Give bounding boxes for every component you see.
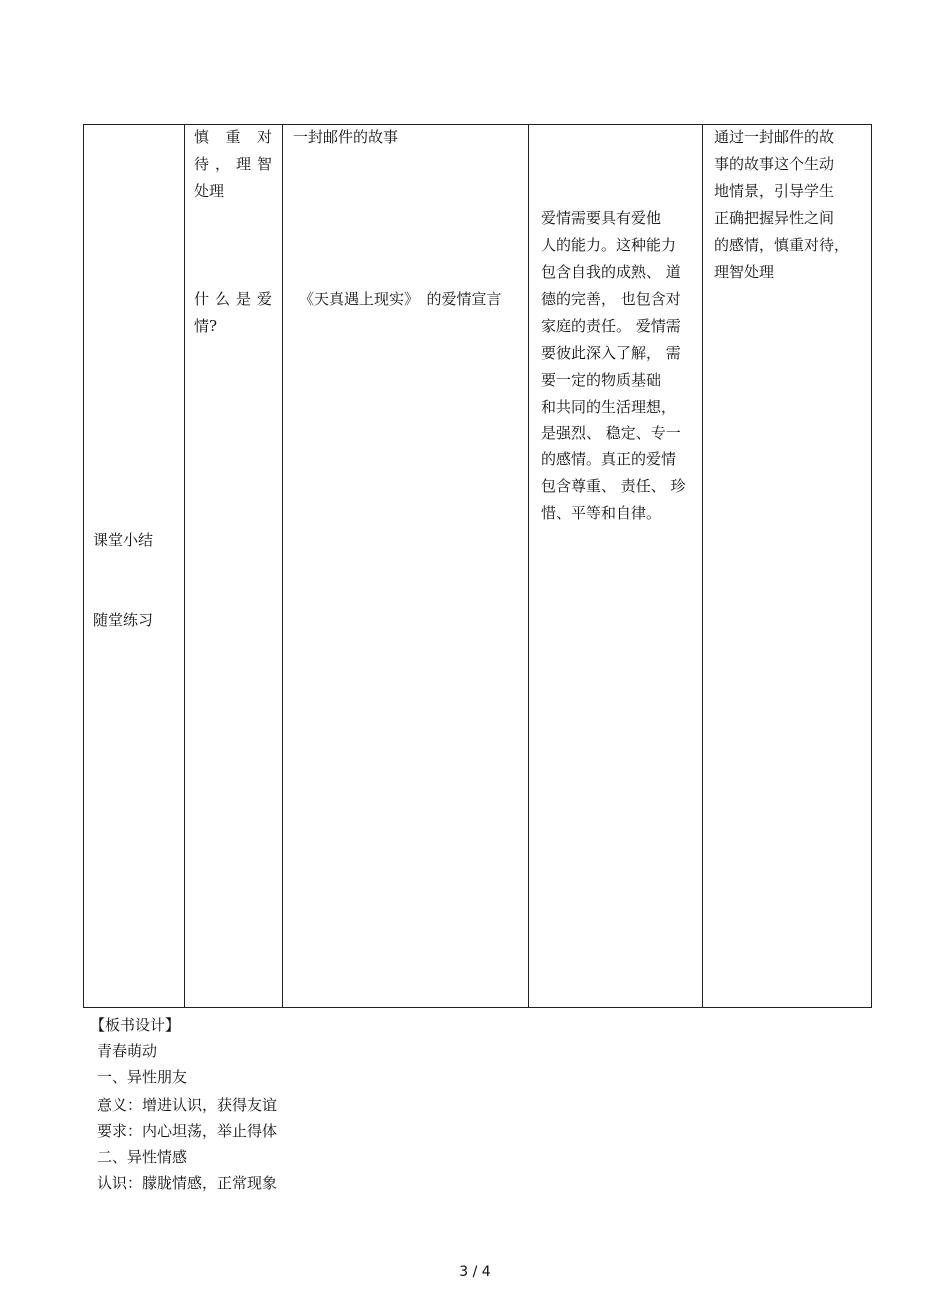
definition-line: 是强烈、 稳定、专一 — [541, 424, 681, 442]
definition-line: 爱情需要具有爱他 — [541, 209, 662, 227]
definition-line: 和共同的生活理想， — [541, 398, 677, 416]
table-divider — [184, 124, 185, 1008]
definition-line: 人的能力。这种能力 — [541, 236, 677, 254]
board-recognition: 认识：朦胧情感，正常现象 — [97, 1174, 278, 1192]
definition-line: 要一定的物质基础 — [541, 371, 662, 389]
summary-label: 课堂小结 — [93, 531, 154, 549]
definition-line: 家庭的责任。 爱情需 — [541, 317, 681, 335]
practice-label: 随堂练习 — [93, 611, 154, 629]
topic-line: 情? — [194, 317, 218, 335]
definition-line: 包含自我的成熟、 道 — [541, 263, 681, 281]
board-section-1: 一、异性朋友 — [97, 1068, 188, 1086]
intent-line: 理智处理 — [714, 263, 775, 281]
topic-line: 慎 重 对 — [194, 128, 272, 146]
board-meaning: 意义：增进认识，获得友谊 — [97, 1096, 278, 1114]
board-requirement: 要求：内心坦荡，举止得体 — [97, 1122, 278, 1140]
topic-line: 什么是爱 — [194, 290, 272, 308]
activity-2: 《天真遇上现实》 的爱情宣言 — [299, 290, 502, 308]
topic-line: 处理 — [194, 182, 225, 200]
topic-line: 待，理智 — [194, 155, 272, 173]
activity-1: 一封邮件的故事 — [293, 128, 399, 146]
board-title: 青春萌动 — [97, 1042, 158, 1060]
table-divider — [702, 124, 703, 1008]
table-divider — [282, 124, 283, 1008]
table-divider — [528, 124, 529, 1008]
definition-line: 德的完善， 也包含对 — [541, 290, 681, 308]
intent-line: 正确把握异性之间 — [714, 209, 835, 227]
intent-line: 事的故事这个生动 — [714, 155, 835, 173]
intent-line: 地情景，引导学生 — [714, 182, 835, 200]
definition-line: 惜、平等和自律。 — [541, 504, 662, 522]
intent-line: 的感情，慎重对待， — [714, 236, 850, 254]
definition-line: 的感情。真正的爱情 — [541, 450, 677, 468]
board-heading: 【板书设计】 — [90, 1016, 181, 1034]
page-number: 3 / 4 — [459, 1264, 491, 1280]
definition-line: 包含尊重、 责任、 珍 — [541, 477, 686, 495]
intent-line: 通过一封邮件的故 — [714, 128, 835, 146]
board-section-2: 二、异性情感 — [97, 1148, 188, 1166]
definition-line: 要彼此深入了解， 需 — [541, 344, 681, 362]
